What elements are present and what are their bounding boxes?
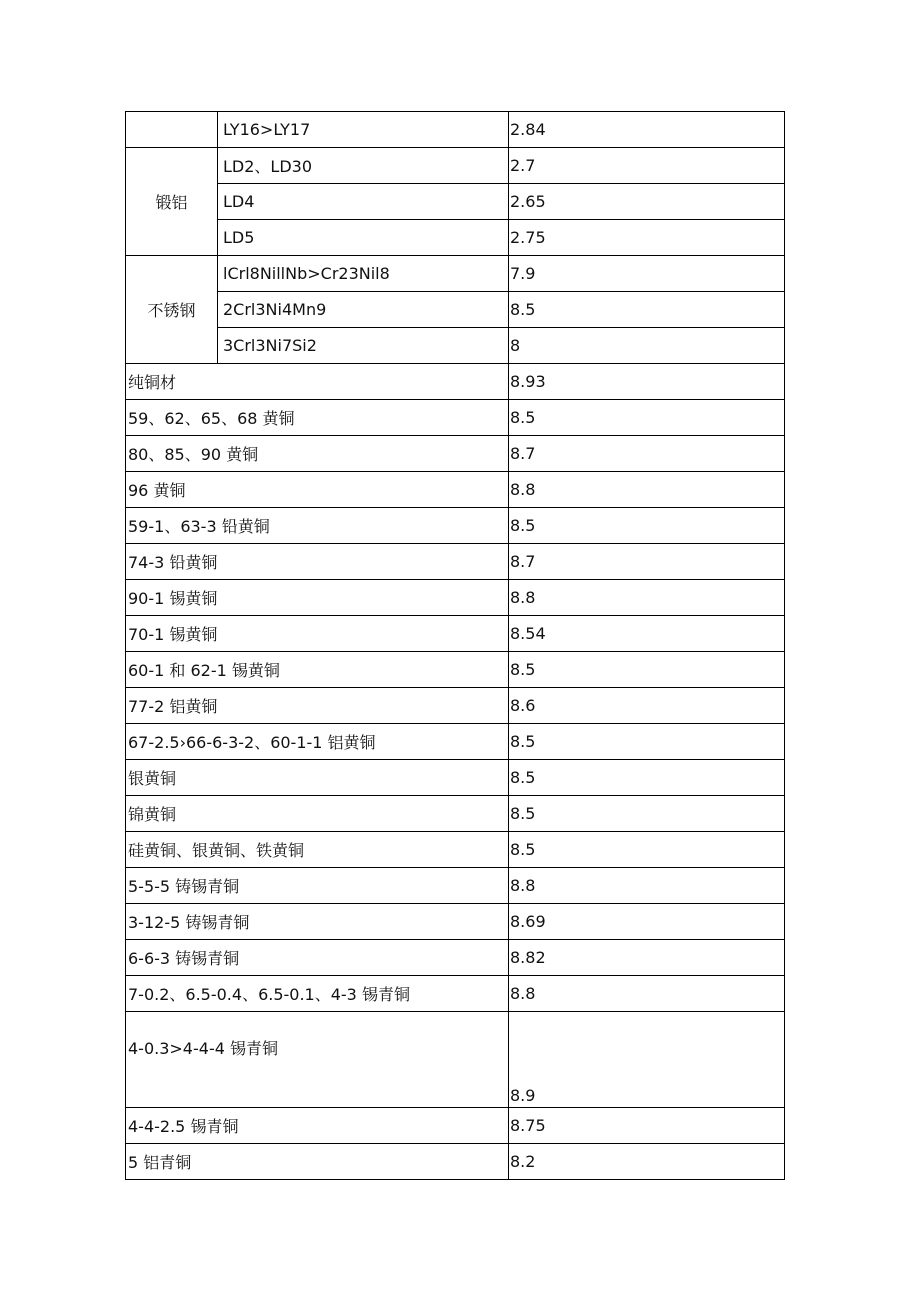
- material-cell: 5 铝青铜: [126, 1144, 509, 1180]
- material-cell: 77-2 铝黄铜: [126, 688, 509, 724]
- value-cell: 8.5: [509, 400, 785, 436]
- value-cell: 8.7: [509, 436, 785, 472]
- value-cell: 8.5: [509, 508, 785, 544]
- material-cell: 80、85、90 黄铜: [126, 436, 509, 472]
- table-row: [126, 364, 785, 400]
- density-table: [125, 111, 785, 1180]
- table-row: [126, 976, 785, 1012]
- grade-cell: lCrl8NillNb>Cr23Nil8: [218, 256, 509, 292]
- material-cell: 7-0.2、6.5-0.4、6.5-0.1、4-3 锡青铜: [126, 976, 509, 1012]
- group-name-cell: 锻铝: [126, 148, 218, 256]
- value-cell: 2.75: [509, 220, 785, 256]
- value-cell: 8.82: [509, 940, 785, 976]
- value-cell: 2.65: [509, 184, 785, 220]
- table-row: [126, 508, 785, 544]
- table-row: [126, 904, 785, 940]
- material-cell: 锦黄铜: [126, 796, 509, 832]
- table-row: [126, 688, 785, 724]
- material-cell: 4-0.3>4-4-4 锡青铜: [126, 1012, 509, 1108]
- material-cell: 硅黄铜、银黄铜、铁黄铜: [126, 832, 509, 868]
- table-row: [126, 652, 785, 688]
- table-row: [126, 544, 785, 580]
- table-row: [126, 472, 785, 508]
- group-name-cell: 不锈钢: [126, 256, 218, 364]
- table-row: [126, 832, 785, 868]
- value-cell: 8.93: [509, 364, 785, 400]
- value-cell: 8.2: [509, 1144, 785, 1180]
- value-cell: 8.5: [509, 796, 785, 832]
- value-cell: 8.7: [509, 544, 785, 580]
- table-row: [126, 328, 785, 364]
- material-cell: 60-1 和 62-1 锡黄铜: [126, 652, 509, 688]
- grade-cell: LD2、LD30: [218, 148, 509, 184]
- table-row: [126, 1012, 785, 1108]
- material-cell: 6-6-3 铸锡青铜: [126, 940, 509, 976]
- value-cell: 2.7: [509, 148, 785, 184]
- table-row: [126, 796, 785, 832]
- material-cell: 74-3 铅黄铜: [126, 544, 509, 580]
- grade-cell: 3Crl3Ni7Si2: [218, 328, 509, 364]
- material-cell: 3-12-5 铸锡青铜: [126, 904, 509, 940]
- value-cell: 8.6: [509, 688, 785, 724]
- material-cell: 5-5-5 铸锡青铜: [126, 868, 509, 904]
- value-cell: 8.8: [509, 472, 785, 508]
- table-row: [126, 256, 785, 292]
- value-cell: 8.5: [509, 292, 785, 328]
- table-row: [126, 1144, 785, 1180]
- table-row: [126, 1108, 785, 1144]
- table-row: [126, 436, 785, 472]
- grade-cell: 2Crl3Ni4Mn9: [218, 292, 509, 328]
- table-row: [126, 400, 785, 436]
- table-row: [126, 292, 785, 328]
- value-cell: 8.5: [509, 652, 785, 688]
- value-cell: 8.8: [509, 580, 785, 616]
- material-cell: 96 黄铜: [126, 472, 509, 508]
- table-row: [126, 868, 785, 904]
- material-cell: 纯铜材: [126, 364, 509, 400]
- material-cell: 90-1 锡黄铜: [126, 580, 509, 616]
- material-cell: 银黄铜: [126, 760, 509, 796]
- material-cell: 59-1、63-3 铅黄铜: [126, 508, 509, 544]
- value-cell: 2.84: [509, 112, 785, 148]
- material-cell: 70-1 锡黄铜: [126, 616, 509, 652]
- table-row: [126, 760, 785, 796]
- table-row: [126, 580, 785, 616]
- table-row: [126, 148, 785, 184]
- table-row: [126, 724, 785, 760]
- material-cell: 67-2.5›66-6-3-2、60-1-1 铝黄铜: [126, 724, 509, 760]
- grade-cell: LY16>LY17: [218, 112, 509, 148]
- table-row: [126, 112, 785, 148]
- value-cell: 8.54: [509, 616, 785, 652]
- table-row: [126, 940, 785, 976]
- material-cell: 59、62、65、68 黄铜: [126, 400, 509, 436]
- value-cell: 8: [509, 328, 785, 364]
- grade-cell: LD4: [218, 184, 509, 220]
- table-row: [126, 616, 785, 652]
- value-cell: 8.8: [509, 868, 785, 904]
- grade-cell: LD5: [218, 220, 509, 256]
- value-cell: 8.75: [509, 1108, 785, 1144]
- material-cell: 4-4-2.5 锡青铜: [126, 1108, 509, 1144]
- value-cell: 8.69: [509, 904, 785, 940]
- group-name-cell: [126, 112, 218, 148]
- value-cell: 8.8: [509, 976, 785, 1012]
- value-cell: 8.5: [509, 724, 785, 760]
- value-cell: 8.9: [509, 1012, 785, 1108]
- table-row: [126, 220, 785, 256]
- value-cell: 7.9: [509, 256, 785, 292]
- table-row: [126, 184, 785, 220]
- value-cell: 8.5: [509, 832, 785, 868]
- value-cell: 8.5: [509, 760, 785, 796]
